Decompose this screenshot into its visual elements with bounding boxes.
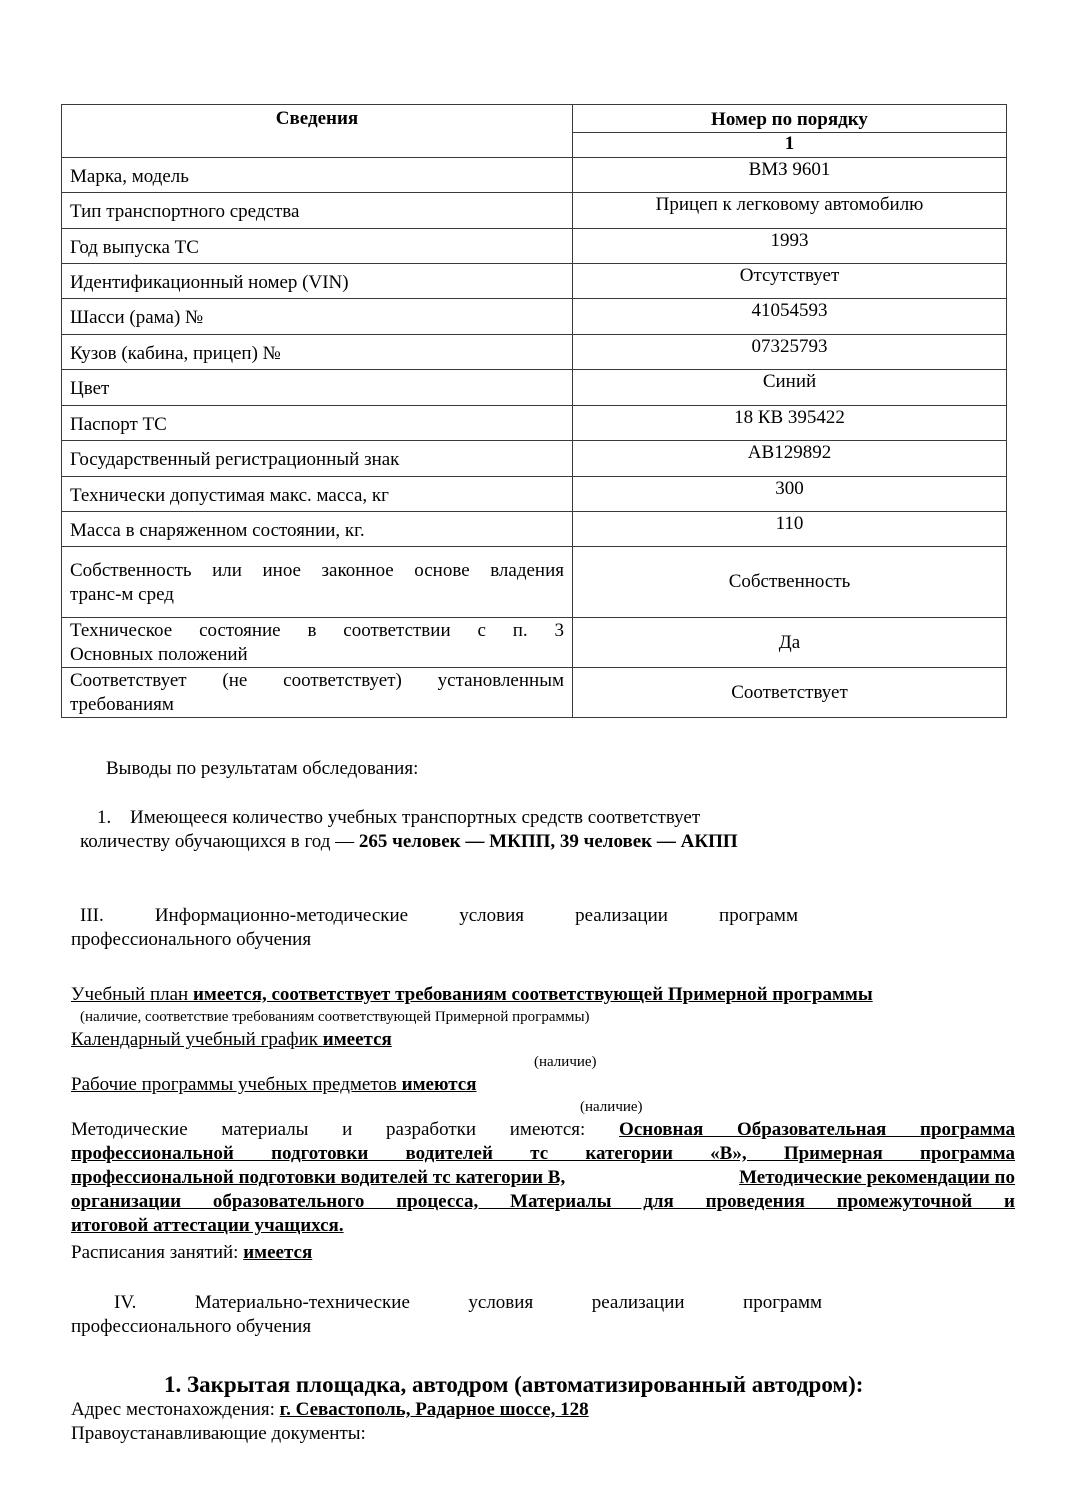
section-3-word: программ: [719, 905, 798, 926]
table-row: [62, 512, 1007, 547]
conclusion-item-line2: [80, 830, 738, 854]
row-value: 1993: [573, 229, 1007, 264]
work-programs-value: имеются: [401, 1074, 477, 1095]
study-plan-line: [71, 983, 873, 1007]
methodical-part: Методические рекомендации по: [739, 1167, 1015, 1188]
section-4-heading: [114, 1291, 822, 1315]
row-label: Идентификационный номер (VIN): [62, 264, 573, 299]
header-number-cell: [573, 105, 1007, 133]
row-label-line1: Техническое состояние в соответствии с п. 3: [70, 620, 564, 641]
site-docs-label: Правоустанавливающие документы:: [71, 1423, 366, 1444]
methodical-line: профессиональной подготовки водителей тс категории «В», Примерная программа: [71, 1143, 1015, 1164]
header-label-cell: [62, 105, 573, 158]
row-value: 300: [573, 477, 1007, 512]
row-value: ВМЗ 9601: [573, 158, 1007, 193]
row-label-line1: Соответствует (не соответствует) установленным: [70, 670, 564, 691]
table-row: [62, 193, 1007, 229]
methodical-line: итоговой аттестации учащихся.: [71, 1215, 344, 1236]
header-label: Сведения: [275, 108, 359, 129]
header-index: 1: [784, 133, 795, 154]
schedule-value: имеется: [243, 1242, 313, 1263]
row-label: Государственный регистрационный знак: [62, 441, 573, 477]
calendar-value: имеется: [322, 1029, 392, 1050]
row-value: 110: [573, 512, 1007, 547]
table-row: [62, 264, 1007, 299]
row-label-line2: требованиям: [70, 694, 174, 715]
table-row: [62, 406, 1007, 441]
row-label: Марка, модель: [62, 158, 573, 193]
site-address-prefix: Адрес местонахождения:: [71, 1399, 280, 1420]
section-3-word: условия: [459, 905, 524, 926]
table-row: [62, 335, 1007, 370]
calendar-hint: (наличие): [534, 1054, 597, 1070]
row-label-line1: Собственность или иное законное основе владения: [70, 560, 564, 581]
row-label: [62, 668, 573, 718]
row-label: Шасси (рама) №: [62, 299, 573, 335]
site-heading: 1. Закрытая площадка, автодром (автоматизированный автодром):: [164, 1372, 864, 1397]
methodical-line: [71, 1166, 1015, 1190]
schedule-prefix: Расписания занятий:: [71, 1242, 244, 1263]
methodical-part: профессиональной подготовки водителей тс категории В,: [71, 1167, 566, 1188]
row-label: Тип транспортного средства: [62, 193, 573, 229]
row-label-line2: транс-м сред: [70, 584, 174, 605]
section-4-word: реализации: [591, 1292, 685, 1313]
row-label-line2: Основных положений: [70, 644, 248, 665]
row-label: Год выпуска ТС: [62, 229, 573, 264]
table-row: [62, 229, 1007, 264]
row-value: АВ129892: [573, 441, 1007, 477]
site-address-line: [71, 1398, 589, 1422]
schedule-line: [71, 1241, 312, 1265]
section-3-heading: [80, 904, 798, 928]
row-value: 18 КВ 395422: [573, 406, 1007, 441]
section-4-numeral: IV.: [114, 1292, 137, 1313]
table-row: [62, 477, 1007, 512]
row-value: 07325793: [573, 335, 1007, 370]
row-label: Цвет: [62, 370, 573, 406]
calendar-line: [71, 1028, 392, 1052]
table-row: [62, 547, 1007, 618]
row-value: Собственность: [573, 547, 1007, 618]
section-4-word: Материально-технические: [194, 1292, 410, 1313]
row-value: Прицеп к легковому автомобилю: [573, 193, 1007, 229]
section-3-word: Информационно-методические: [154, 905, 409, 926]
table-row: [62, 441, 1007, 477]
section-3-word: реализации: [575, 905, 668, 926]
table-row: [62, 299, 1007, 335]
study-plan-value: имеется, соответствует требованиям соответствующей Примерной программы: [192, 984, 873, 1005]
section-4-heading-line2: профессионального обучения: [71, 1316, 312, 1337]
header-index-cell: [573, 133, 1007, 158]
conclusion-item-text: Имеющееся количество учебных транспортных средств соответствует: [130, 807, 701, 828]
study-plan-hint: (наличие, соответствие требованиям соответствующей Примерной программы): [80, 1009, 590, 1025]
conclusion-item-number: 1.: [97, 807, 112, 828]
table-row: [62, 668, 1007, 718]
methodical-materials: [71, 1118, 1015, 1238]
vehicle-info-table: [61, 104, 1007, 718]
table-row: [62, 158, 1007, 193]
conclusion-item-prefix: количеству обучающихся в год —: [80, 831, 359, 852]
work-programs-line: [71, 1073, 477, 1097]
row-value: Отсутствует: [573, 264, 1007, 299]
calendar-prefix: Календарный учебный график: [71, 1029, 323, 1050]
section-4-word: программ: [743, 1292, 822, 1313]
section-3-numeral: III.: [80, 905, 104, 926]
row-label: Паспорт ТС: [62, 406, 573, 441]
row-label: [62, 547, 573, 618]
row-value: Соответствует: [573, 668, 1007, 718]
row-label: Масса в снаряженном состоянии, кг.: [62, 512, 573, 547]
row-value: Да: [573, 618, 1007, 668]
section-3-heading-line2: профессионального обучения: [71, 929, 312, 950]
work-programs-prefix: Рабочие программы учебных предметов: [71, 1074, 402, 1095]
methodical-line: организации образовательного процесса, Материалы для проведения промежуточной и: [71, 1191, 1015, 1212]
table-row: [62, 370, 1007, 406]
methodical-bold: Основная Образовательная программа: [619, 1119, 1015, 1140]
row-label: [62, 618, 573, 668]
row-value: 41054593: [573, 299, 1007, 335]
row-value: Синий: [573, 370, 1007, 406]
work-programs-hint: (наличие): [580, 1099, 643, 1115]
row-label: Кузов (кабина, прицеп) №: [62, 335, 573, 370]
row-label: Технически допустимая макс. масса, кг: [62, 477, 573, 512]
study-plan-prefix: Учебный план: [71, 984, 193, 1005]
header-number: Номер по порядку: [711, 109, 868, 130]
conclusion-item-bold: 265 человек — МКПП, 39 человек — АКПП: [358, 831, 738, 852]
methodical-prefix: Методические материалы и разработки имеются:: [71, 1119, 620, 1140]
section-4-word: условия: [468, 1292, 534, 1313]
table-row: [62, 618, 1007, 668]
conclusions-title: Выводы по результатам обследования:: [106, 758, 419, 779]
site-address-value: г. Севастополь, Радарное шоссе, 128: [279, 1399, 589, 1420]
methodical-line: [71, 1118, 1015, 1142]
